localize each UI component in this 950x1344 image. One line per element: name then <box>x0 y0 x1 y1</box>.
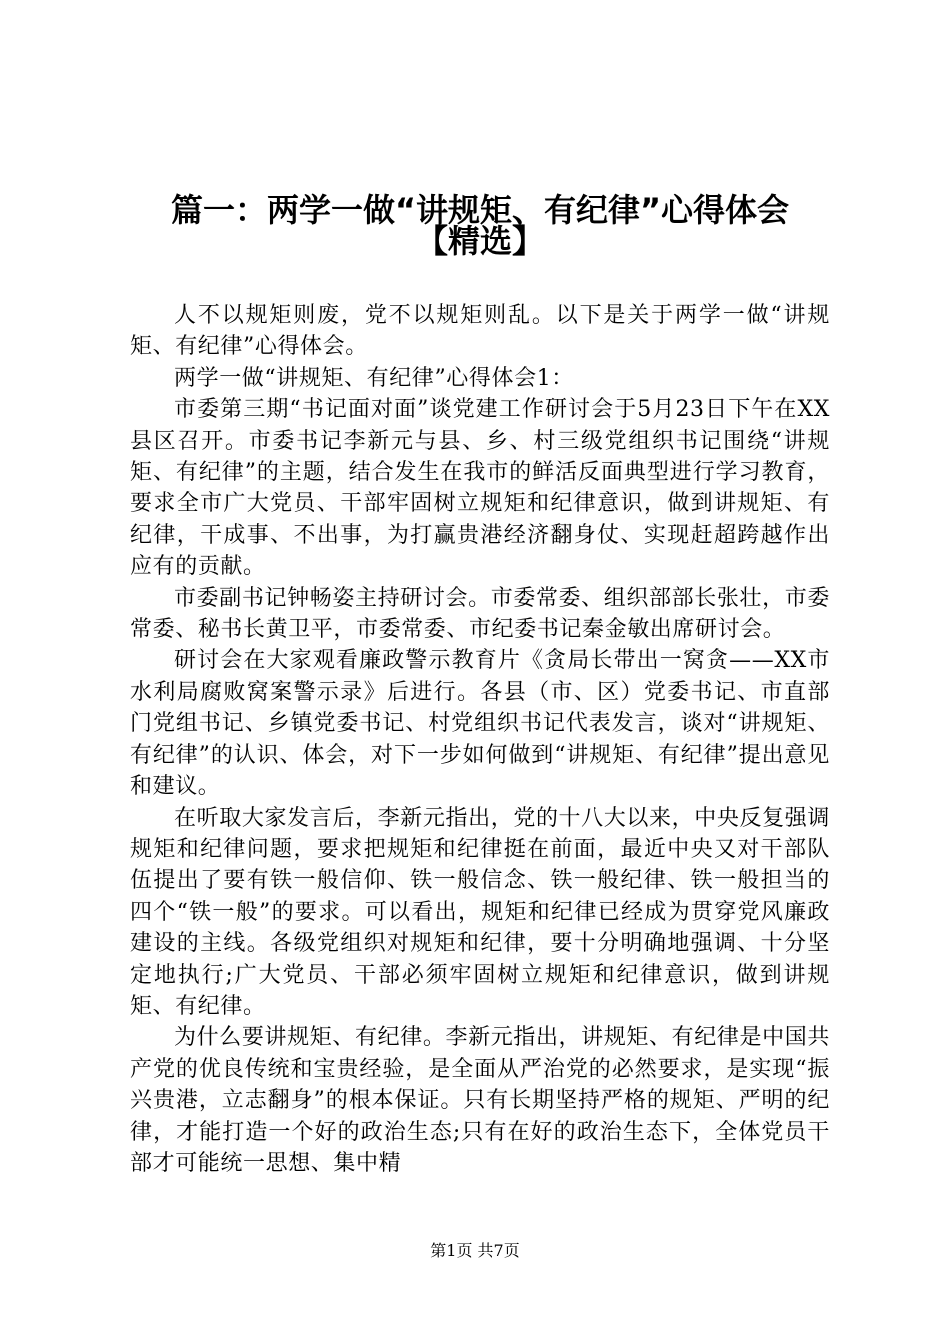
paragraph-subheading: 两学一做“讲规矩、有纪律”心得体会1： <box>174 365 574 391</box>
page-number-footer: 第1页 共7页 <box>430 1241 520 1260</box>
document-body <box>130 300 830 1179</box>
paragraph: 为什么要讲规矩、有纪律。李新元指出，讲规矩、有纪律是中国共产党的优良传统和宝贵经验，是全面从严治党的必然要求，是实现“振兴贵港，立志翻身”的根本保证。只有长期坚持严格的规矩、严明的纪律，才能打造一个好的政治生态;只有在好的政治生态下，全体党员干部才可能统一思想、集中精 <box>130 1025 830 1176</box>
paragraph: 市委副书记钟畅姿主持研讨会。市委常委、组织部部长张壮，市委常委、秘书长黄卫平，市委常委、市纪委书记秦金敏出席研讨会。 <box>130 585 830 643</box>
paragraph-intro: 人不以规矩则废，党不以规矩则乱。以下是关于两学一做“讲规矩、有纪律”心得体会。 <box>130 303 830 360</box>
document-title: 篇一：两学一做“讲规矩、有纪律”心得体会 <box>170 191 790 229</box>
paragraph: 市委第三期“书记面对面”谈党建工作研讨会于5月23日下午在XX县区召开。市委书记李新元与县、乡、村三级党组织书记围绕“讲规矩、有纪律”的主题，结合发生在我市的鲜活反面典型进行学习教育，要求全市广大党员、干部牢固树立规矩和纪律意识，做到讲规矩、有纪律，干成事、不出事，为打赢贵港经济翻身仗、实现赶超跨越作出应有的贡献。 <box>130 397 830 580</box>
paragraph: 研讨会在大家观看廉政警示教育片《贪局长带出一窝贪——XX市水利局腐败窝案警示录》后进行。各县（市、区）党委书记、市直部门党组书记、乡镇党委书记、村党组织书记代表发言，谈对“讲规矩、有纪律”的认识、体会，对下一步如何做到“讲规矩、有纪律”提出意见和建议。 <box>130 648 830 800</box>
document-title-tag: 【精选】 <box>415 222 544 260</box>
paragraph: 在听取大家发言后，李新元指出，党的十八大以来，中央反复强调规矩和纪律问题，要求把规矩和纪律挺在前面，最近中央又对干部队伍提出了要有铁一般信仰、铁一般信念、铁一般纪律、铁一般担当的四个“铁一般”的要求。可以看出，规矩和纪律已经成为贯穿党风廉政建设的主线。各级党组织对规矩和纪律，要十分明确地强调、十分坚定地执行;广大党员、干部必须牢固树立规矩和纪律意识，做到讲规矩、有纪律。 <box>130 805 830 1019</box>
